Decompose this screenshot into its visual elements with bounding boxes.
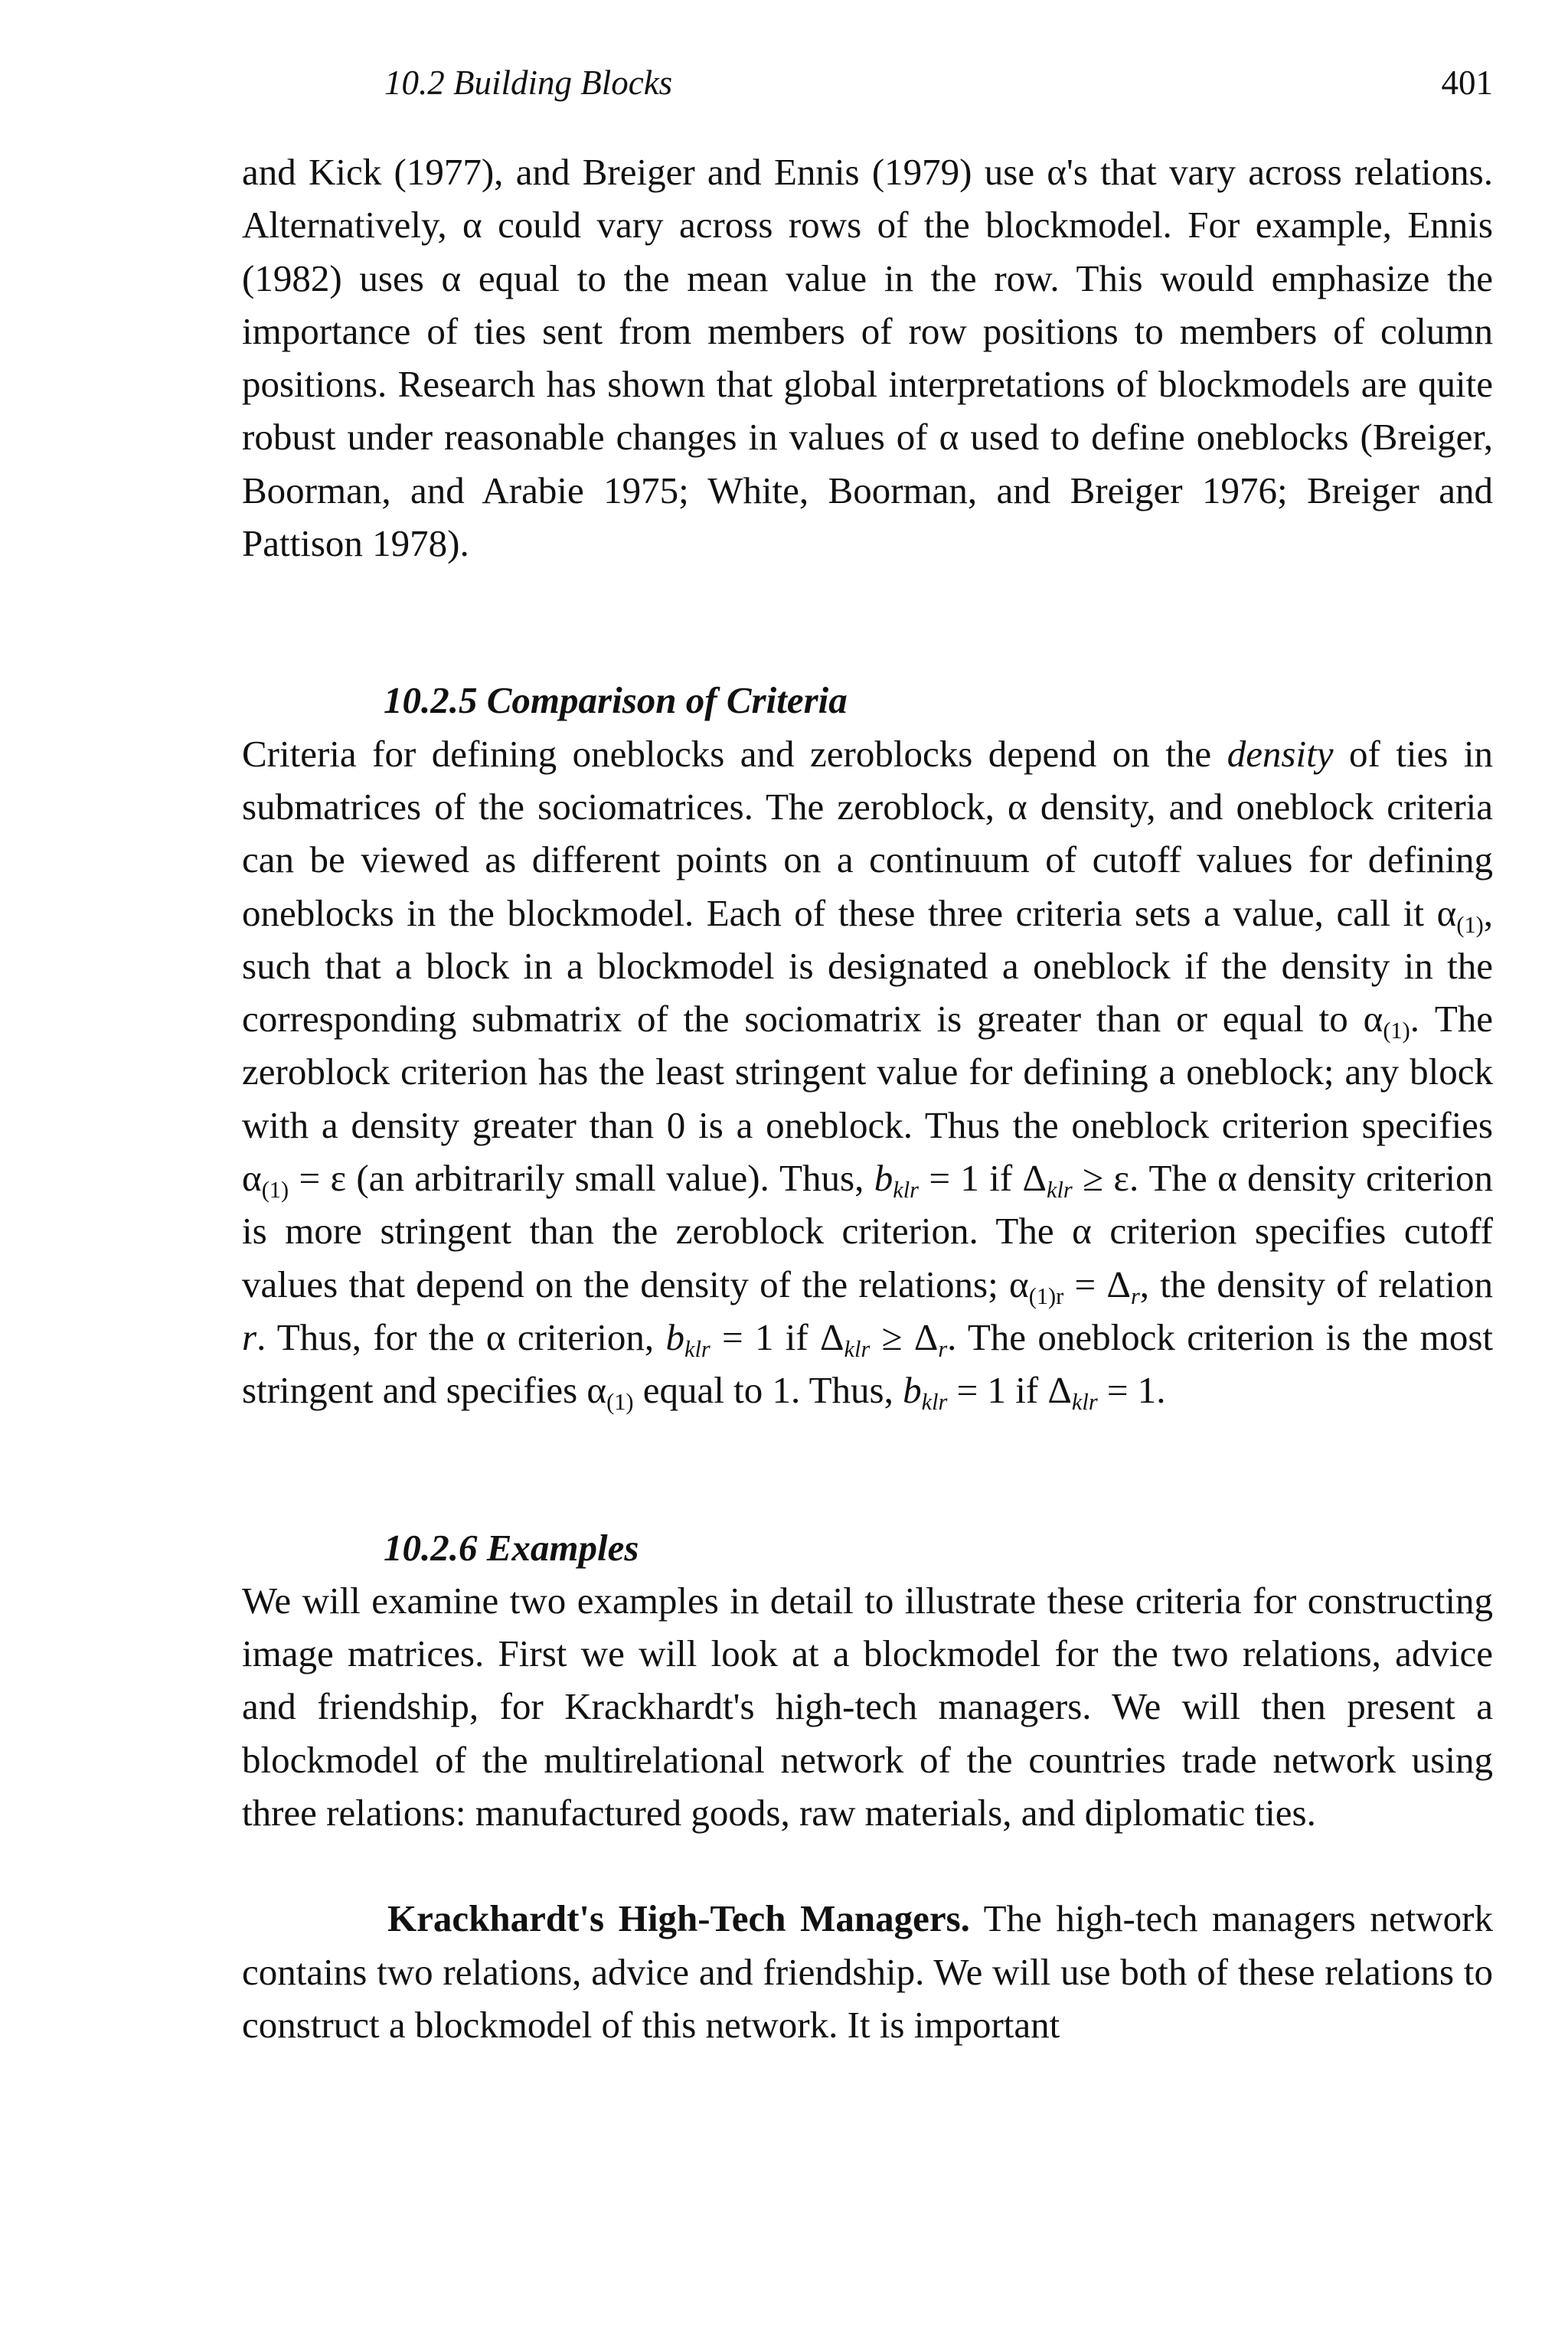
section-heading: 10.2.6 Examples <box>384 1526 639 1569</box>
section-comparison-of-criteria <box>242 674 1493 1416</box>
section-heading: 10.2.5 Comparison of Criteria <box>384 679 848 722</box>
section-examples <box>242 1521 1493 2052</box>
criteria-paragraph: Criteria for defining oneblocks and zeroblocks depend on the density of ties in submatrices of the sociomatrices. The zeroblock, α density, and oneblock criteria can be viewed as different points on a continuum of cutoff values for defining oneblocks in the blockmodel. Each of these three criteria sets a value, call it $\alpha_{(1)}$, such that a block in a blockmodel is designated a oneblock if the density in the corresponding submatrix of the sociomatrix is greater than or equal to $\alpha_{(1)}$. The zeroblock criterion has the least stringent value for defining a oneblock; any block with a density greater than 0 is a oneblock. Thus the oneblock criterion specifies $\alpha_{(1)} = \varepsilon$ (an arbitrarily small value). Thus, $b_{klr} = 1$ if $\Delta_{klr} \ge \varepsilon$. The α density criterion is more stringent than the zeroblock criterion. The α criterion specifies cutoff values that depend on the density of the relations; $\alpha_{(1)r} = \Delta_r$, the density of relation r. Thus, for the α criterion, $b_{klr} = 1$ if $\Delta_{klr} \ge \Delta_r$. The oneblock criterion is the most stringent and specifies $\alpha_{(1)}$ equal to 1. Thus, $b_{klr} = 1$ if $\Delta_{klr} = 1$. <box>242 732 1494 1416</box>
continuation-paragraph: and Kick (1977), and Breiger and Ennis (1979) use α's that vary across relations. Alternatively, α could vary across rows of the blockmodel. For example, Ennis (1982) uses α equal to the mean value in the row. This would emphasize the importance of ties sent from members of row positions to members of column positions. Research has shown that global interpretations of blockmodels are quite robust under reasonable changes in values of α used to define oneblocks (Breiger, Boorman, and Arabie 1975; White, Boorman, and Breiger 1976; Breiger and Pattison 1978). <box>242 151 1493 565</box>
run-in-heading: Krackhardt's High-Tech Managers. <box>387 1897 970 1940</box>
page-body <box>242 145 1493 2051</box>
page-number: 401 <box>1441 64 1493 102</box>
krackhardt-paragraph: Krackhardt's High-Tech Managers. The high-tech managers network contains two relations, advice and friendship. We will use both of these relations to construct a blockmodel of this network. It is important <box>242 1897 1493 2046</box>
examples-paragraph: We will examine two examples in detail to illustrate these criteria for constructing image matrices. First we will look at a blockmodel for the two relations, advice and friendship, for Krackhardt's high-tech managers. We will then present a blockmodel of the multirelational network of the countries trade network using three relations: manufactured goods, raw materials, and diplomatic ties. <box>242 1579 1493 1834</box>
running-title: 10.2 Building Blocks <box>384 64 673 102</box>
running-header <box>0 60 1568 113</box>
